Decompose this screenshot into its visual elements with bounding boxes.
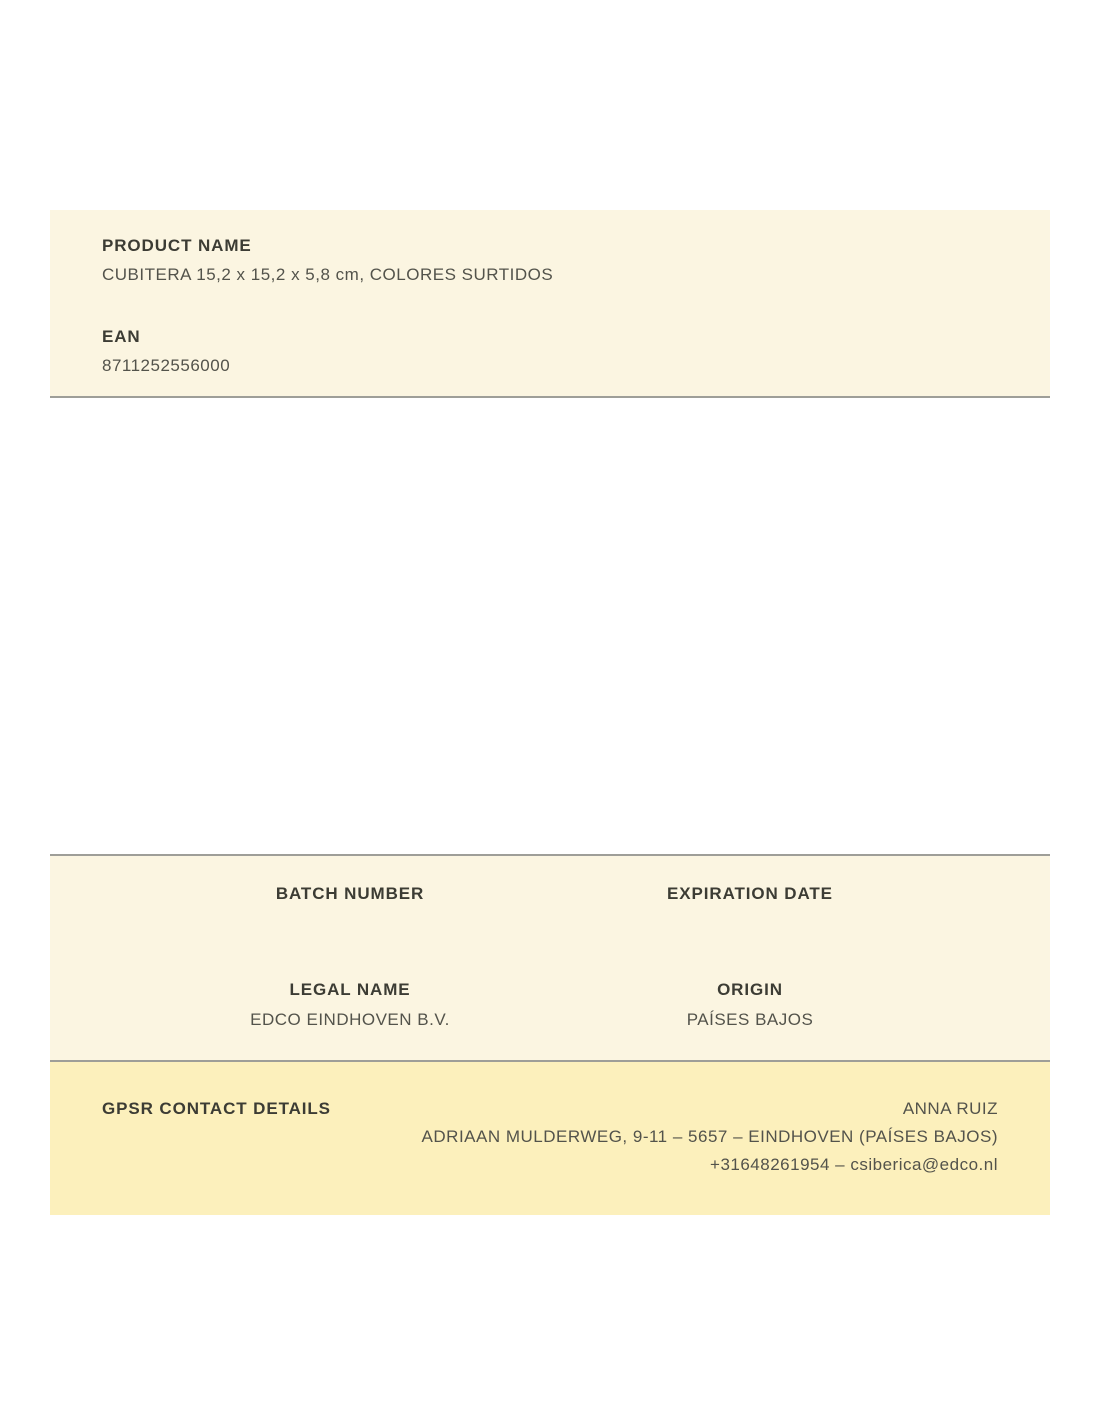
ean-label: EAN — [102, 327, 141, 346]
sheet — [50, 210, 1050, 1215]
legal-name-cell — [150, 978, 550, 1032]
origin-value: PAÍSES BAJOS — [686, 1010, 814, 1029]
legal-name-label: LEGAL NAME — [289, 980, 411, 999]
expiration-date-cell — [550, 882, 950, 912]
expiration-date-label: EXPIRATION DATE — [667, 884, 833, 903]
gpsr-contact-name: ANNA RUIZ — [902, 1099, 998, 1118]
gpsr-contact-block — [371, 1095, 998, 1179]
product-name-label: PRODUCT NAME — [102, 236, 252, 255]
product-info-section — [50, 210, 1050, 398]
details-row-legal-origin — [150, 978, 950, 1032]
spacer — [102, 287, 998, 325]
batch-number-label: BATCH NUMBER — [275, 884, 425, 903]
legal-name-value: EDCO EINDHOVEN B.V. — [250, 1010, 450, 1029]
gpsr-contact-phone-email: +31648261954 – csiberica@edco.nl — [710, 1155, 998, 1174]
ean-value: 8711252556000 — [102, 356, 231, 375]
batch-number-cell — [150, 882, 550, 912]
gpsr-contact-section — [50, 1062, 1050, 1215]
origin-cell — [550, 978, 950, 1032]
details-section — [50, 854, 1050, 1062]
product-name-value: CUBITERA 15,2 x 15,2 x 5,8 cm, COLORES SURTIDOS — [102, 265, 554, 284]
details-row-batch-expiration — [150, 882, 950, 912]
origin-label: ORIGIN — [717, 980, 783, 999]
gpsr-contact-address: ADRIAAN MULDERWEG, 9-11 – 5657 – EINDHOVEN (PAÍSES BAJOS) — [421, 1127, 998, 1146]
gpsr-contact-details-label: GPSR CONTACT DETAILS — [102, 1099, 331, 1118]
